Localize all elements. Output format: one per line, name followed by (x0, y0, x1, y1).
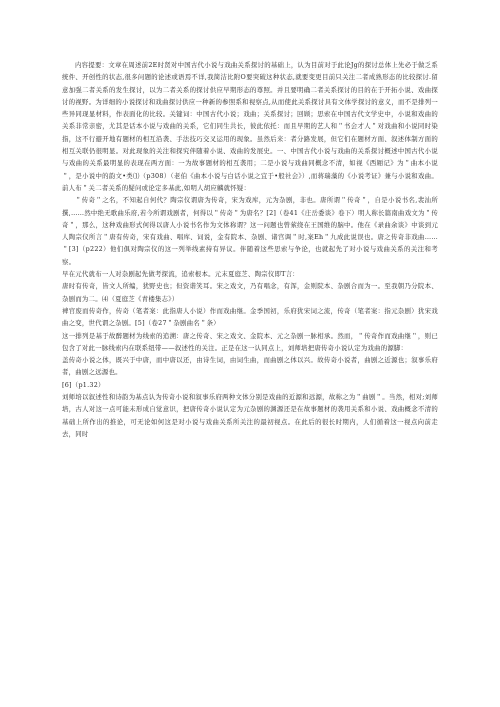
body-paragraph: 刘师培以叙述性和诗韵为基点认为传奇小说和叙事乐府两种文体分别是戏曲的近源和远源，故称之为＂曲剧＂。当然，相对;刘师培，古人对这一点可能未形成自觉意识，把唐传奇小说认定为元杂剧的渊源还是在故事题材的袭用关系和小说、戏曲概念不清的基础上所作出的推论，可无论如何这是对小说与戏曲关系所关注的最初视点。在此后的很长时期内，人们循着这一视点向前走去，同时 (62, 393, 438, 438)
quote-paragraph: 唐时有传奇，皆文人所编，犹野史也；但资谐笑耳。宋之戏文，乃有唱念，有浑，金则院本、杂剧合而为一。至我朝乃分院本、杂剧而为二。⑷（夏庭芝《青楼集志》） (62, 282, 438, 303)
quote-paragraph: 盖传奇小说之体，既兴于中唐，而中唐以还，由诗生词，由词生曲，而曲剧之体以兴。故传奇小说者，曲剧之近源也；叙事乐府者，曲剧之远源也。 (62, 356, 438, 377)
abstract-paragraph: 内容提要：文章在周述前2E时贤对中国古代小说与戏曲关系探讨的基础上，认为目前对于此论Jg的探讨总体上先必于做乏系统件、开创性的状态,很多问题的论述或语焉不详,我简洁比附O要突破这种状态,就要变更目前只关注二者成熟形态的比较探讨.留意加强二者关系的发生探讨，以为二者关系的探讨供应早期形态的尊照。并且要明确二者关系探讨的目的在于开拓小说、戏曲探讨的视野。为详细的小说探讨和戏曲探讨供应一种新的参照系和视察点,从而使此关系探讨具有文体学探讨的意义，而不是排列一些异同现显材料，作表面化的比较。关键词：中国古代小说；戏曲；关系探讨；回顾；思索在中国古代文学史中，小说和戏曲的关系非常亲密，尤其是话本小说与戏曲的关系，它们同生共长，彼此依托：而且早期的艺人和＂书会才人＂对戏曲和小说同时染指，这不行避开地有题材的相互沿袭、手法技巧交叉运用的现象。虽然后来：者分路发展，但它们在题材方面、叙述体制方面的相互关联仍很明显。对此现象的关注和探究伴随着小说、戏曲的发展史。一、中国古代小说与戏曲的关系探讨概述中国古代小说与戏曲的关系最明显的表现在两方面：一为故事题材的相互袭用；二是小说与戏曲同概念不清，如视《西厢记》为＂曲本小说＂，是小说中的韵文•类⑴（p308）（老伯《曲本小说与白话小说之宜于•般社会》）,而蒋瑞藻的《小说考证》兼与小说和戏曲。前人布＂关二者关系的疑问或论定多基此,如明人胡应麟就怀疑： (62, 61, 438, 192)
body-paragraph: 这一排列是基于故醉题材为线索的追溯：唐之传奇、宋之戏文、金院本、元之杂剧一脉相承。然而，＂传奇作而戏曲继＂，则已包含了对此一脉线索内在联系纽带——叙述性的关注。正是在这一认同点上，刘师培把唐传奇小说认定为戏曲的源脚： (62, 331, 438, 352)
body-paragraph: ＂传奇＂之名，不知起自何代？陶宗仪谓唐为传奇，宋为戏库，元为杂剧，非也。唐所谓＂传奇＂，自是小说书名,裴汕所撰,……然中绝无歌曲乐府,若今所谓戏剧者，何得以＂传奇＂为唐名？[2]（卷41《庄岳委谈》卷下）明人称长篇南曲戏文为＂传奇＂，那么，这种戏曲形式何得以唐人小说书名作为文体称谓？这一问题也曾萦绕在王国维的脑中。他在《录曲余谈》中谈到元人陶宗仪所言＂唐有传奇，宋有戏曲、唱库、词说，金有院本、杂剧、诸宫调＂时,案Eh＂九成此说误也。唐之传奇非戏曲……＂[3]（p222）他们俱对陶宗仪的这一列举线素持有异议。伴随着这些思索与争论，也就起先了对小说与戏曲关系的关注和考察。 (62, 196, 438, 266)
document-body (62, 59, 438, 440)
citation-line: [6]（p1.32） (62, 380, 105, 389)
quote-paragraph: 裨官废而传奇作，传奇（笔者案：此指唐人小说）作而戏曲继。金季国初，乐府犹宋词之流，传奇（笔者案：指元杂剧）犹宋戏曲之变，世代谓之杂剧。[5]（卷27＂杂剧曲名＂条） (62, 306, 438, 328)
body-paragraph: 早在元代就布一人对杂剧起先做考探流，追索根本。元末夏庭芝、陶宗仪即T言： (62, 270, 299, 279)
